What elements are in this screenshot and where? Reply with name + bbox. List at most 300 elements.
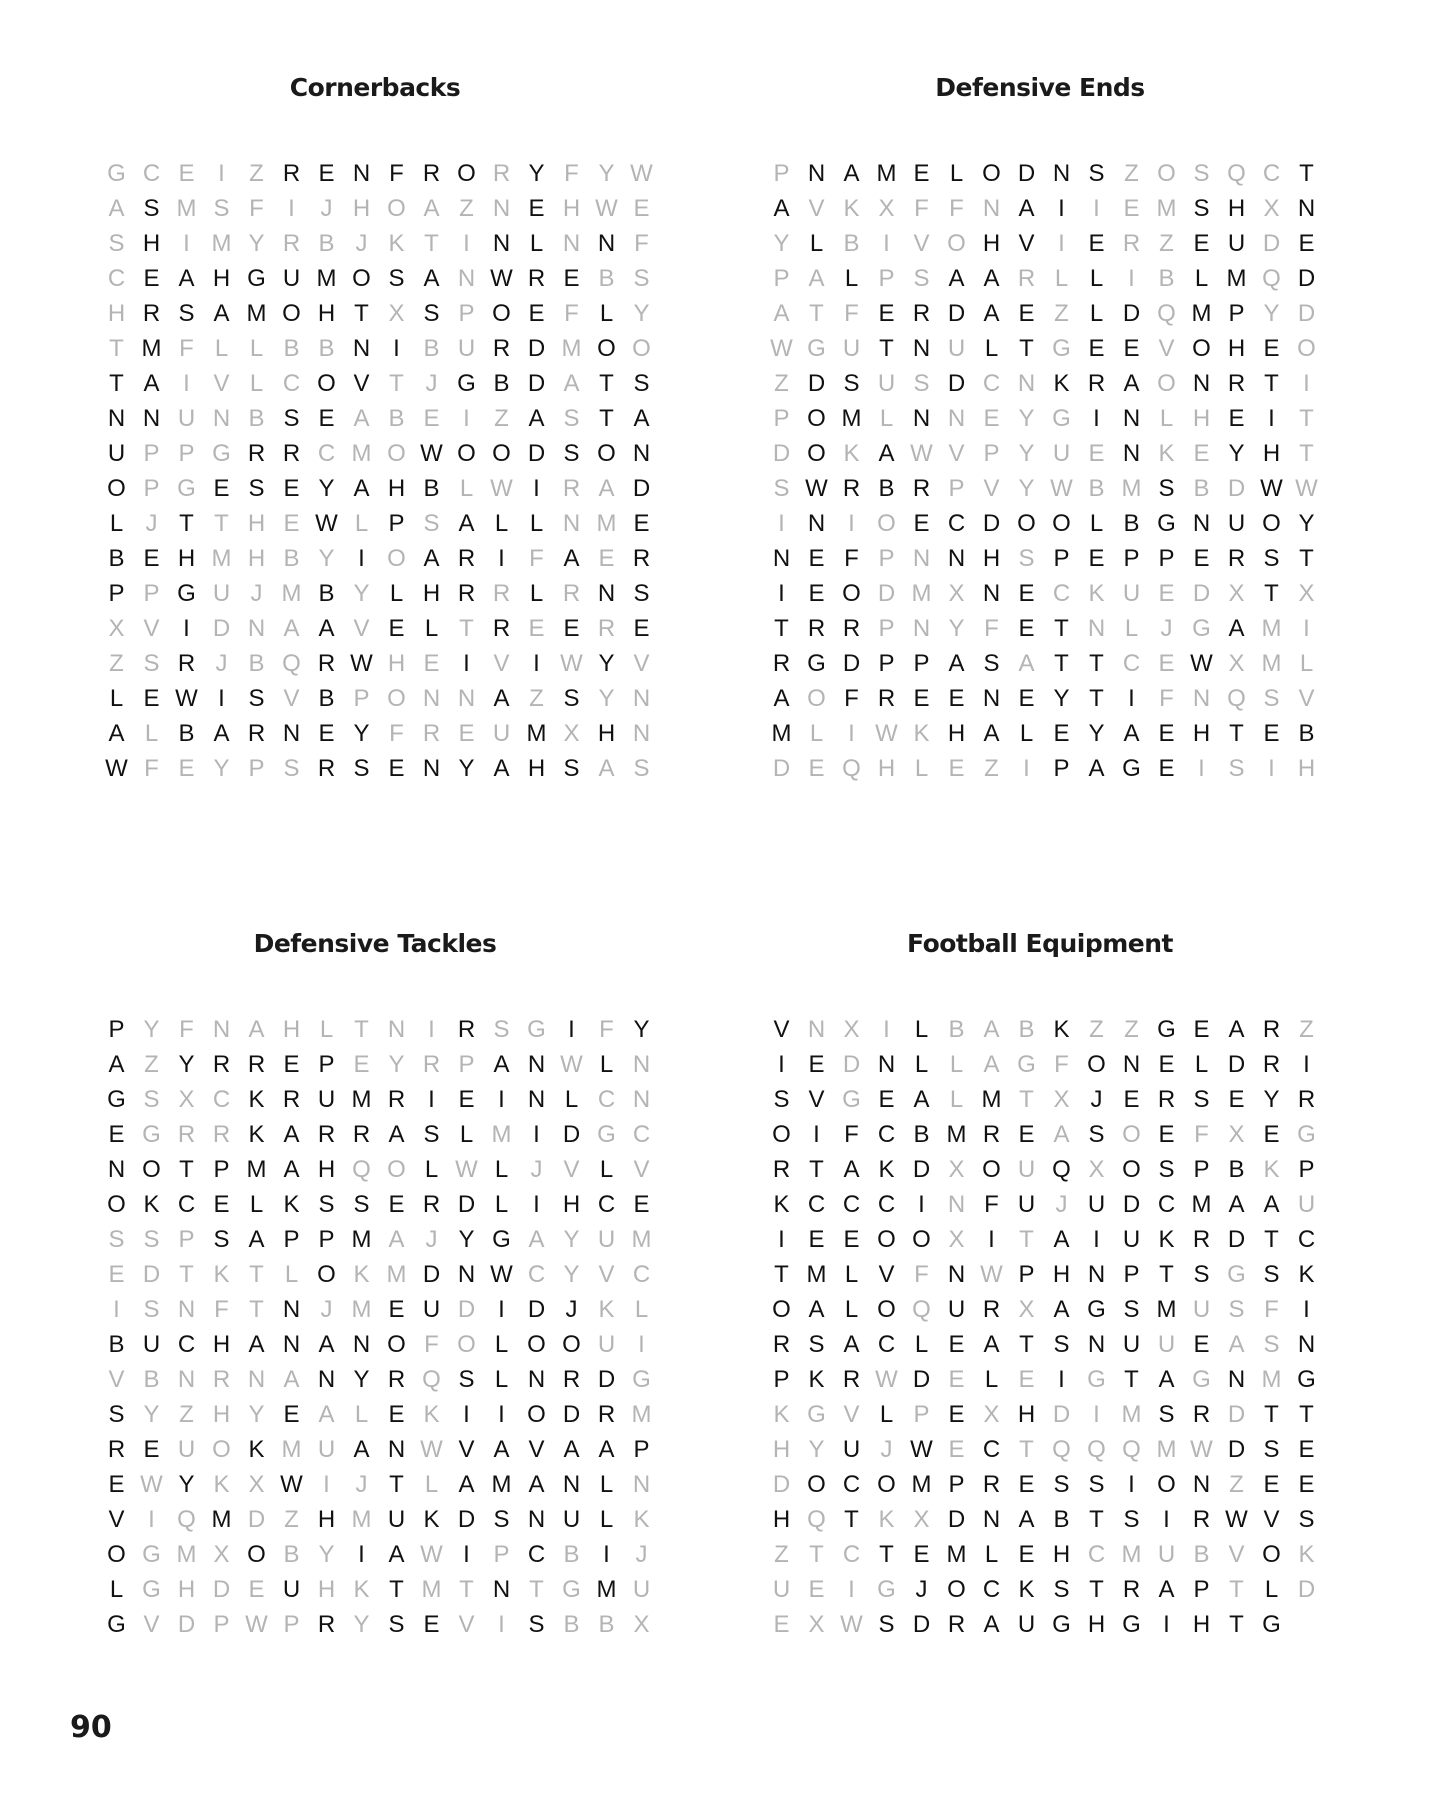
grid-letter: O [1192, 334, 1211, 362]
grid-letter: J [355, 229, 368, 257]
grid-letter: M [1226, 264, 1247, 292]
grid-letter: Z [529, 684, 544, 712]
grid-letter: P [108, 1015, 125, 1043]
grid-letter: O [527, 1330, 546, 1358]
grid-letter: E [1088, 334, 1105, 362]
grid-letter: E [1158, 719, 1175, 747]
grid-letter: Z [1054, 299, 1069, 327]
grid-letter: C [212, 1085, 231, 1113]
grid-letter: O [807, 439, 826, 467]
grid-letter: W [420, 439, 443, 467]
grid-letter: F [984, 614, 999, 642]
grid-letter: J [915, 1575, 928, 1603]
grid-letter: N [632, 684, 651, 712]
grid-letter: K [1018, 1575, 1035, 1603]
grid-letter: Z [284, 1505, 299, 1533]
grid-letter: M [351, 1295, 372, 1323]
grid-letter: F [389, 719, 404, 747]
grid-letter: O [562, 1330, 581, 1358]
grid-letter: N [457, 264, 476, 292]
grid-letter: S [388, 264, 405, 292]
grid-letter: A [108, 194, 125, 222]
grid-letter: N [947, 1260, 966, 1288]
grid-letter: I [778, 1050, 785, 1078]
grid-letter: L [109, 509, 124, 537]
grid-letter: E [1158, 649, 1175, 677]
grid-letter: W [910, 439, 933, 467]
grid-letter: K [1263, 1155, 1280, 1183]
grid-letter: Z [1299, 1015, 1314, 1043]
grid-letter: H [1192, 404, 1211, 432]
grid-letter: L [949, 1085, 964, 1113]
grid-letter: H [107, 299, 126, 327]
grid-letter: I [533, 1120, 540, 1148]
grid-letter: N [142, 404, 161, 432]
grid-letter: W [490, 474, 513, 502]
grid-letter: W [490, 264, 513, 292]
grid-letter: G [1052, 334, 1071, 362]
grid-letter: H [247, 509, 266, 537]
grid-letter: S [213, 194, 230, 222]
grid-letter: C [317, 439, 336, 467]
grid-letter: W [560, 649, 583, 677]
grid-letter: T [774, 1260, 789, 1288]
grid-letter: E [808, 544, 825, 572]
grid-letter: I [498, 544, 505, 572]
grid-letter: T [249, 1295, 264, 1323]
grid-letter: F [1194, 1120, 1209, 1148]
grid-letter: U [1052, 439, 1071, 467]
grid-letter: N [387, 1015, 406, 1043]
grid-letter: W [630, 159, 653, 187]
grid-letter: H [282, 1015, 301, 1043]
grid-letter: U [597, 1225, 616, 1253]
grid-letter: L [844, 1260, 859, 1288]
grid-letter: D [562, 1400, 581, 1428]
grid-letter: C [1087, 1540, 1106, 1568]
grid-letter: O [772, 1120, 791, 1148]
grid-letter: A [388, 1540, 405, 1568]
grid-letter: N [632, 1470, 651, 1498]
grid-letter: O [107, 474, 126, 502]
grid-letter: Q [1087, 1435, 1106, 1463]
grid-letter: E [1193, 439, 1210, 467]
grid-letter: F [389, 159, 404, 187]
grid-letter: S [913, 369, 930, 397]
grid-letter: U [632, 1575, 651, 1603]
grid-letter: S [528, 1610, 545, 1638]
grid-letter: E [143, 1435, 160, 1463]
grid-letter: S [1263, 1260, 1280, 1288]
grid-letter: L [529, 509, 544, 537]
grid-letter: N [177, 1295, 196, 1323]
grid-letter: O [107, 1190, 126, 1218]
grid-letter: M [1121, 1540, 1142, 1568]
grid-letter: E [1018, 1120, 1035, 1148]
grid-letter: J [565, 1295, 578, 1323]
grid-letter: B [283, 544, 300, 572]
grid-letter: M [246, 299, 267, 327]
grid-letter: U [562, 1505, 581, 1533]
grid-letter: P [773, 1365, 790, 1393]
grid-letter: L [1264, 1575, 1279, 1603]
grid-letter: T [1019, 1435, 1034, 1463]
grid-letter: D [842, 649, 861, 677]
grid-letter: I [1163, 1505, 1170, 1533]
grid-letter: T [424, 229, 439, 257]
grid-letter: Y [353, 1365, 370, 1393]
grid-letter: I [1128, 1470, 1135, 1498]
grid-letter: T [214, 509, 229, 537]
grid-letter: C [1262, 159, 1281, 187]
grid-letter: V [878, 1260, 895, 1288]
grid-letter: K [213, 1260, 230, 1288]
grid-letter: X [1228, 1120, 1245, 1148]
grid-letter: G [807, 649, 826, 677]
grid-letter: E [1228, 404, 1245, 432]
grid-letter: U [947, 334, 966, 362]
grid-letter: L [844, 264, 859, 292]
grid-letter: A [423, 194, 440, 222]
grid-letter: N [212, 404, 231, 432]
grid-letter: R [212, 1050, 231, 1078]
grid-letter: P [948, 474, 965, 502]
grid-letter: W [910, 1435, 933, 1463]
grid-letter: W [770, 334, 793, 362]
grid-letter: G [562, 1575, 581, 1603]
grid-letter: E [633, 1190, 650, 1218]
grid-letter: I [1303, 369, 1310, 397]
grid-letter: Q [1262, 264, 1281, 292]
grid-letter: W [980, 1260, 1003, 1288]
grid-letter: A [528, 1470, 545, 1498]
grid-letter: E [388, 614, 405, 642]
grid-letter: E [1018, 1470, 1035, 1498]
grid-letter: E [1298, 229, 1315, 257]
grid-letter: E [808, 754, 825, 782]
grid-letter: Z [459, 194, 474, 222]
grid-letter: K [248, 1085, 265, 1113]
grid-letter: Q [1122, 1435, 1141, 1463]
grid-letter: V [458, 1610, 475, 1638]
grid-letter: F [529, 544, 544, 572]
grid-letter: B [318, 579, 335, 607]
grid-letter: K [1053, 1015, 1070, 1043]
grid-letter: C [842, 1540, 861, 1568]
grid-letter: I [883, 229, 890, 257]
grid-letter: I [183, 614, 190, 642]
grid-letter: O [107, 1540, 126, 1568]
grid-letter: Q [912, 1295, 931, 1323]
grid-letter: D [212, 614, 231, 642]
grid-letter: E [1018, 614, 1035, 642]
grid-letter: N [912, 544, 931, 572]
grid-letter: L [914, 754, 929, 782]
grid-letter: A [1263, 1190, 1280, 1218]
grid-letter: E [1158, 1120, 1175, 1148]
grid-letter: C [597, 1085, 616, 1113]
grid-letter: W [105, 754, 128, 782]
grid-letter: H [772, 1435, 791, 1463]
grid-letter: H [877, 754, 896, 782]
grid-letter: O [1262, 509, 1281, 537]
grid-letter: L [1124, 614, 1139, 642]
grid-letter: D [912, 1610, 931, 1638]
grid-letter: G [807, 1400, 826, 1428]
grid-letter: G [142, 1120, 161, 1148]
grid-letter: P [983, 439, 1000, 467]
grid-letter: T [809, 299, 824, 327]
grid-letter: W [280, 1470, 303, 1498]
grid-letter: W [595, 194, 618, 222]
grid-letter: W [1295, 474, 1318, 502]
grid-letter: N [1087, 1330, 1106, 1358]
grid-letter: Z [144, 1050, 159, 1078]
grid-letter: E [1088, 229, 1105, 257]
grid-letter: M [141, 334, 162, 362]
grid-letter: R [317, 1120, 336, 1148]
grid-letter: U [947, 1295, 966, 1323]
grid-letter: H [527, 754, 546, 782]
grid-letter: O [877, 509, 896, 537]
grid-letter: A [458, 1470, 475, 1498]
grid-letter: E [1123, 194, 1140, 222]
grid-letter: Y [598, 649, 615, 677]
grid-letter: T [389, 1575, 404, 1603]
grid-letter: N [247, 1365, 266, 1393]
grid-letter: K [773, 1190, 790, 1218]
grid-letter: X [983, 1400, 1000, 1428]
grid-letter: E [598, 544, 615, 572]
grid-letter: A [773, 194, 790, 222]
grid-letter: V [633, 649, 650, 677]
grid-letter: P [1123, 1260, 1140, 1288]
grid-letter: B [143, 1365, 160, 1393]
grid-letter: T [529, 1575, 544, 1603]
grid-letter: O [492, 299, 511, 327]
grid-letter: T [774, 614, 789, 642]
grid-letter: G [1017, 1050, 1036, 1078]
grid-letter: S [1018, 544, 1035, 572]
grid-letter: E [108, 1120, 125, 1148]
grid-letter: P [458, 1050, 475, 1078]
grid-letter: V [143, 614, 160, 642]
grid-letter: M [351, 439, 372, 467]
grid-letter: S [1193, 159, 1210, 187]
grid-letter: A [1123, 369, 1140, 397]
grid-letter: O [1122, 1155, 1141, 1183]
grid-letter: K [143, 1190, 160, 1218]
grid-letter: G [842, 1085, 861, 1113]
grid-letter: Y [458, 754, 475, 782]
grid-letter: R [317, 1610, 336, 1638]
grid-letter: N [947, 544, 966, 572]
grid-letter: G [1297, 1120, 1316, 1148]
grid-letter: V [983, 474, 1000, 502]
grid-letter: D [807, 369, 826, 397]
grid-letter: T [249, 1260, 264, 1288]
grid-letter: R [317, 754, 336, 782]
grid-letter: S [1228, 1295, 1245, 1323]
grid-letter: M [1156, 1295, 1177, 1323]
grid-letter: K [1298, 1260, 1315, 1288]
grid-letter: H [1227, 334, 1246, 362]
grid-letter: I [498, 1295, 505, 1323]
grid-letter: L [459, 1120, 474, 1148]
grid-letter: M [1121, 474, 1142, 502]
grid-letter: W [420, 1435, 443, 1463]
grid-letter: O [142, 1155, 161, 1183]
grid-letter: E [318, 159, 335, 187]
grid-letter: A [493, 1435, 510, 1463]
grid-letter: V [1228, 1540, 1245, 1568]
grid-letter: H [1227, 194, 1246, 222]
grid-letter: N [352, 159, 371, 187]
grid-letter: R [1192, 1400, 1211, 1428]
grid-letter: E [1158, 579, 1175, 607]
grid-letter: A [493, 754, 510, 782]
grid-letter: Y [1298, 509, 1315, 537]
grid-letter: D [1227, 474, 1246, 502]
grid-letter: O [877, 1295, 896, 1323]
grid-letter: F [1054, 1050, 1069, 1078]
grid-letter: O [1122, 1120, 1141, 1148]
grid-letter: C [1297, 1225, 1316, 1253]
grid-letter: V [1263, 1505, 1280, 1533]
grid-letter: D [457, 1505, 476, 1533]
grid-letter: J [145, 509, 158, 537]
grid-letter: L [354, 1400, 369, 1428]
grid-letter: B [913, 1120, 930, 1148]
grid-letter: K [353, 1260, 370, 1288]
grid-letter: A [1053, 1295, 1070, 1323]
grid-letter: H [212, 1400, 231, 1428]
grid-letter: R [107, 1435, 126, 1463]
grid-letter: S [1263, 544, 1280, 572]
grid-letter: I [218, 684, 225, 712]
grid-letter: K [1088, 579, 1105, 607]
grid-letter: Z [774, 369, 789, 397]
grid-letter: L [599, 1050, 614, 1078]
grid-letter: W [1260, 474, 1283, 502]
grid-letter: R [212, 1120, 231, 1148]
grid-letter: P [1053, 544, 1070, 572]
grid-letter: A [283, 1120, 300, 1148]
grid-letter: R [597, 614, 616, 642]
grid-letter: R [422, 1190, 441, 1218]
grid-letter: M [1156, 194, 1177, 222]
grid-letter: Y [1263, 1085, 1280, 1113]
grid-letter: Q [1227, 159, 1246, 187]
grid-letter: A [948, 264, 965, 292]
grid-letter: F [179, 1015, 194, 1043]
grid-letter: M [491, 1470, 512, 1498]
grid-letter: C [1157, 1190, 1176, 1218]
grid-letter: O [807, 1470, 826, 1498]
grid-letter: E [528, 614, 545, 642]
grid-letter: Y [388, 1050, 405, 1078]
grid-letter: E [143, 684, 160, 712]
grid-letter: V [353, 369, 370, 397]
grid-letter: E [878, 299, 895, 327]
grid-letter: T [109, 334, 124, 362]
grid-letter: T [599, 369, 614, 397]
grid-letter: N [1192, 509, 1211, 537]
grid-letter: Y [143, 1015, 160, 1043]
grid-letter: D [982, 509, 1001, 537]
grid-letter: U [142, 1330, 161, 1358]
grid-letter: R [1017, 264, 1036, 292]
grid-letter: Z [774, 1540, 789, 1568]
grid-letter: G [1297, 1365, 1316, 1393]
grid-letter: N [982, 1505, 1001, 1533]
grid-letter: O [982, 159, 1001, 187]
grid-letter: M [421, 1575, 442, 1603]
grid-letter: G [1157, 1015, 1176, 1043]
grid-letter: A [633, 404, 650, 432]
grid-letter: N [1297, 1330, 1316, 1358]
grid-letter: G [492, 1225, 511, 1253]
grid-letter: L [949, 159, 964, 187]
grid-letter: W [455, 1155, 478, 1183]
grid-letter: W [140, 1470, 163, 1498]
grid-letter: H [1262, 439, 1281, 467]
grid-letter: E [283, 474, 300, 502]
grid-letter: I [848, 719, 855, 747]
grid-letter: Z [109, 649, 124, 677]
grid-letter: L [249, 369, 264, 397]
grid-letter: V [1298, 684, 1315, 712]
grid-letter: I [1303, 1050, 1310, 1078]
grid-letter: L [424, 614, 439, 642]
grid-letter: K [843, 194, 860, 222]
grid-letter: L [494, 1330, 509, 1358]
grid-letter: L [389, 579, 404, 607]
grid-letter: K [843, 439, 860, 467]
grid-letter: M [1261, 1365, 1282, 1393]
grid-letter: K [878, 1155, 895, 1183]
grid-letter: A [1088, 754, 1105, 782]
grid-letter: B [178, 719, 195, 747]
grid-letter: N [422, 684, 441, 712]
grid-letter: U [1087, 1190, 1106, 1218]
grid-letter: X [388, 299, 405, 327]
grid-letter: F [214, 1295, 229, 1323]
grid-letter: M [876, 159, 897, 187]
grid-letter: U [1122, 579, 1141, 607]
grid-letter: S [1263, 1435, 1280, 1463]
grid-letter: L [494, 509, 509, 537]
grid-letter: C [527, 1260, 546, 1288]
grid-letter: E [1018, 579, 1035, 607]
grid-letter: V [598, 1260, 615, 1288]
grid-letter: M [911, 579, 932, 607]
grid-letter: S [1123, 1295, 1140, 1323]
grid-letter: J [320, 194, 333, 222]
grid-letter: D [457, 1295, 476, 1323]
grid-letter: N [597, 229, 616, 257]
grid-letter: L [249, 1190, 264, 1218]
grid-letter: Y [1018, 474, 1035, 502]
grid-letter: N [492, 1575, 511, 1603]
grid-letter: S [283, 754, 300, 782]
grid-letter: T [1264, 369, 1279, 397]
grid-letter: Z [494, 404, 509, 432]
grid-letter: S [913, 264, 930, 292]
grid-letter: Y [598, 684, 615, 712]
grid-letter: C [1122, 649, 1141, 677]
grid-letter: R [772, 649, 791, 677]
